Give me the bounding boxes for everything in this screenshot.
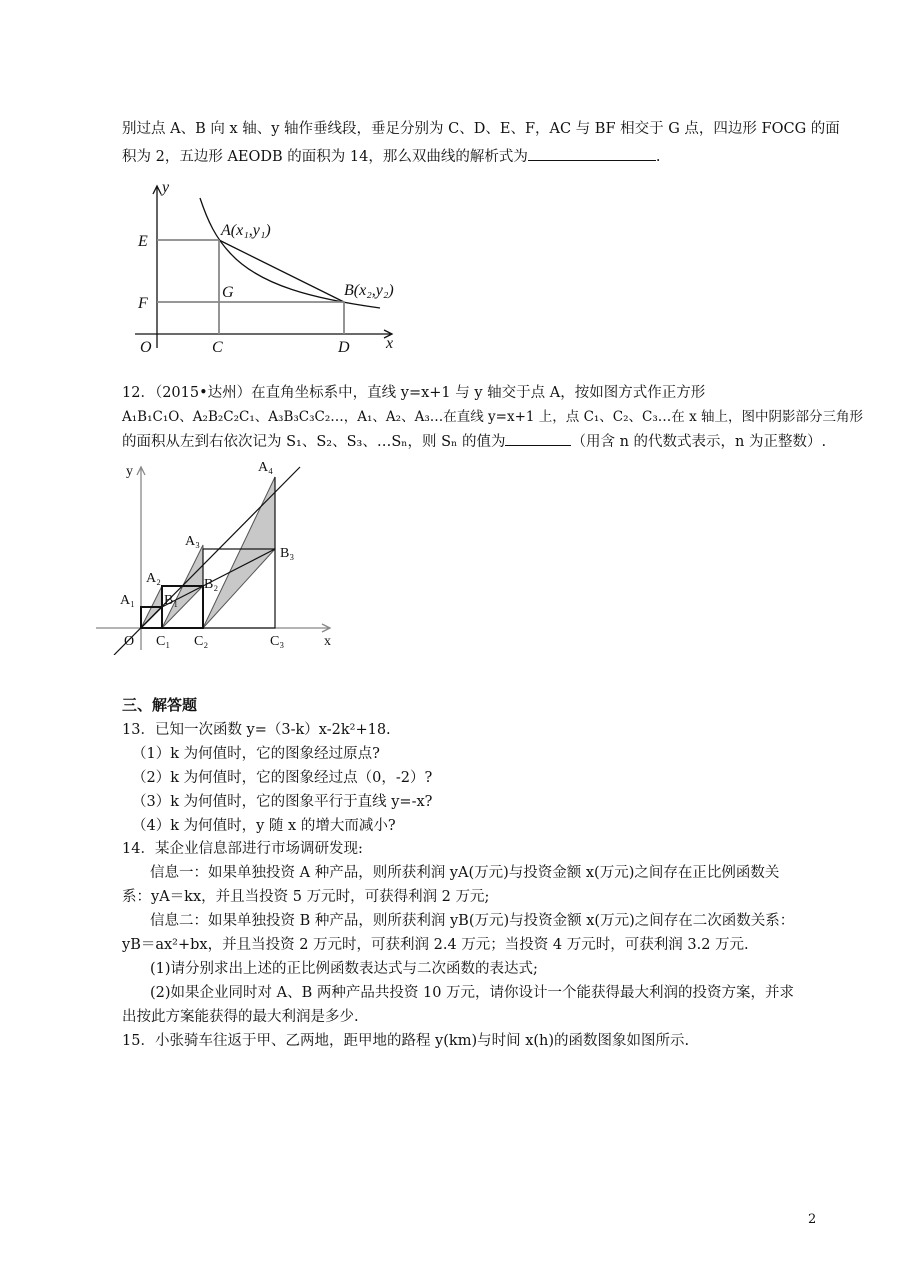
fig2-label-y: y: [126, 464, 133, 479]
q14-part1: (1)请分别求出上述的正比例函数表达式与二次函数的表达式;: [150, 961, 538, 977]
q12-text-line3: [122, 430, 826, 453]
q14-info1-line2: 系：yA＝kx，并且当投资 5 万元时，可获得利润 2 万元;: [122, 889, 490, 905]
fig1-label-A: A(x₁,y₁): [221, 222, 271, 239]
q12-text-line1: 12．（2015•达州）在直角坐标系中，直线 y=x+1 与 y 轴交于点 A，按如图方式作正方形: [122, 385, 706, 401]
q13-part3: （3）k 为何值时，它的图象平行于直线 y=-x?: [132, 794, 433, 810]
q14-info2-line1: 信息二：如果单独投资 B 种产品，则所获利润 yB(万元)与投资金额 x(万元)之间存在二次函数关系：: [150, 913, 795, 929]
fig2-label-A4: A₄: [258, 460, 273, 475]
fig2-label-x: x: [324, 634, 331, 649]
q11-end-period: .: [655, 149, 661, 165]
fig1-label-O: O: [140, 339, 152, 356]
q11-text-line1: 别过点 A、B 向 x 轴、y 轴作垂线段，垂足分别为 C、D、E、F，AC 与 BF 相交于 G 点，四边形 FOCG 的面: [122, 121, 840, 137]
fig1-label-y: y: [162, 179, 170, 196]
fig2-label-A3: A₃: [185, 534, 200, 549]
q12-text-line2: A₁B₁C₁O、A₂B₂C₂C₁、A₃B₃C₃C₂…，A₁、A₂、A₃…在直线 y=x+1 上，点 C₁、C₂、C₃…在 x 轴上，图中阴影部分三角形: [122, 409, 863, 425]
section3-title: 三、解答题: [122, 696, 198, 714]
q13-stem: 13．已知一次函数 y=（3-k）x-2k²+18.: [122, 722, 391, 738]
fig2-label-C2: C₂: [194, 634, 209, 649]
fig1-label-F: F: [138, 295, 148, 312]
fig1-label-D: D: [338, 339, 350, 356]
fig1-label-B: B(x₂,y₂): [344, 282, 394, 299]
page-number: 2: [808, 1212, 817, 1227]
q14-part2-line2: 出按此方案能获得的最大利润是多少.: [122, 1009, 359, 1025]
fig2-label-B3: B₃: [280, 546, 295, 561]
q14-info1-line1: 信息一：如果单独投资 A 种产品，则所获利润 yA(万元)与投资金额 x(万元)之间存在正比例函数关: [150, 865, 780, 881]
fig2-label-C1: C₁: [156, 634, 171, 649]
q14-stem: 14．某企业信息部进行市场调研发现:: [122, 841, 363, 857]
fig2-label-A1: A₁: [120, 593, 135, 608]
q13-part1: （1）k 为何值时，它的图象经过原点?: [132, 746, 380, 762]
q13-part4: （4）k 为何值时，y 随 x 的增大而减小?: [132, 818, 396, 834]
q14-part2-line1: (2)如果企业同时对 A、B 两种产品共投资 10 万元，请你设计一个能获得最大利润的投资方案，并求: [150, 985, 795, 1001]
fig1-label-G: G: [222, 284, 234, 301]
q15-stem: 15．小张骑车往返于甲、乙两地，距甲地的路程 y(km)与时间 x(h)的函数图象如图所示.: [122, 1033, 690, 1049]
fig2-shaded-triangle-3: [203, 477, 275, 628]
q13-part2: （2）k 为何值时，它的图象经过点（0，-2）?: [132, 770, 433, 786]
figure-hyperbola: [130, 178, 420, 360]
fig2-label-B2: B₂: [204, 577, 219, 592]
q12-text-line3-b: （用含 n 的代数式表示，n 为正整数）.: [571, 434, 827, 450]
fig2-label-B1: B₁: [164, 593, 179, 608]
q11-text-line2-main: 积为 2，五边形 AEODB 的面积为 14，那么双曲线的解析式为: [122, 149, 528, 165]
fig1-label-x: x: [386, 335, 394, 352]
q11-answer-blank: [528, 145, 656, 161]
q12-answer-blank: [505, 430, 571, 446]
fig1-line-AB: [219, 240, 344, 302]
fig1-label-C: C: [212, 339, 223, 356]
fig2-label-O: O: [124, 634, 135, 649]
figure-squares: [90, 455, 340, 655]
fig2-label-C3: C₃: [270, 634, 285, 649]
q11-text-line2: [122, 145, 660, 168]
q14-info2-line2: yB＝ax²+bx，并且当投资 2 万元时，可获利润 2.4 万元；当投资 4 万元时，可获利润 3.2 万元.: [122, 937, 749, 953]
fig2-label-A2: A₂: [146, 571, 161, 586]
fig1-label-E: E: [138, 233, 148, 250]
q12-text-line3-a: 的面积从左到右依次记为 S₁、S₂、S₃、…Sₙ，则 Sₙ 的值为: [122, 434, 506, 450]
